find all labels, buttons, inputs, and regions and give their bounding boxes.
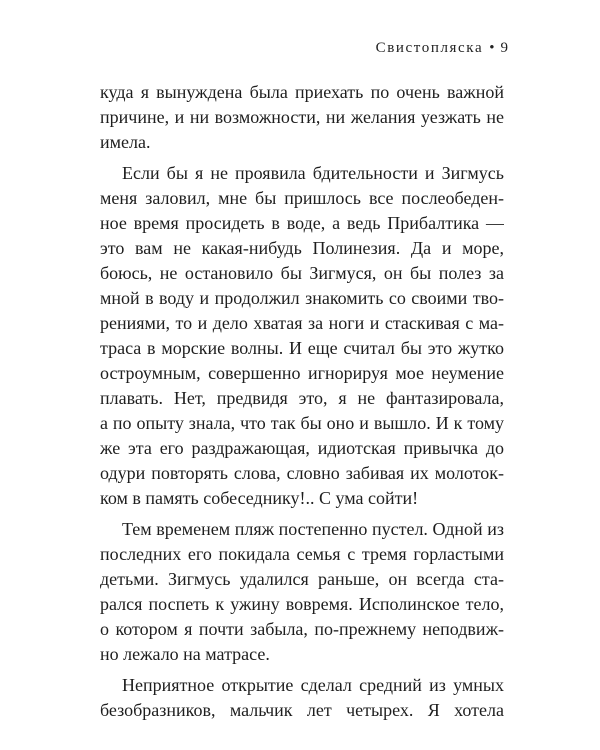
paragraph xyxy=(100,673,504,723)
text-line: же эта его раздражающая, идиотская привычка до xyxy=(100,438,504,458)
text-line: о котором я почти забыла, по-прежнему неподвиж- xyxy=(100,619,504,639)
running-head xyxy=(376,40,508,57)
paragraph xyxy=(100,517,504,667)
text-line: одури повторять слова, словно забивая их молоток- xyxy=(100,463,504,483)
text-line: безобразников, мальчик лет четырех. Я хотела xyxy=(100,700,504,720)
text-line: траса в морские волны. И еще считал бы это жутко xyxy=(100,338,504,358)
text-line: а по опыту знала, что так бы оно и вышло. И к тому xyxy=(100,413,504,433)
text-line: мной в воду и продолжил знакомить со своими тво- xyxy=(100,288,504,308)
text-line: остроумным, совершенно игнорируя мое неумение xyxy=(100,363,504,383)
text-line: ком в память собеседнику!.. С ума сойти! xyxy=(100,488,419,508)
header-separator: • xyxy=(489,40,495,56)
text-line: рался поспеть к ужину вовремя. Исполинское тело, xyxy=(100,594,504,614)
text-line: это вам не какая-нибудь Полинезия. Да и море, xyxy=(100,238,504,258)
text-line: последних его покидала семья с тремя горластыми xyxy=(100,544,504,564)
text-line: Неприятное открытие сделал средний из умных xyxy=(122,675,504,695)
text-line: причине, и ни возможности, ни желания уезжать не xyxy=(100,107,504,127)
text-line: рениями, то и дело хватая за ноги и стаскивая с ма- xyxy=(100,313,504,333)
body-text xyxy=(100,80,504,723)
paragraph xyxy=(100,161,504,511)
text-line: плавать. Нет, предвидя это, я не фантазировала, xyxy=(100,388,504,408)
running-title: Свистопляска xyxy=(375,40,484,56)
paragraph xyxy=(100,80,504,155)
text-line: но лежало на матрасе. xyxy=(100,644,270,664)
text-line: ное время просидеть в воде, а ведь Прибалтика — xyxy=(100,213,504,233)
text-line: куда я вынуждена была приехать по очень важной xyxy=(100,82,504,102)
text-line: меня заловил, мне бы пришлось все послеобеден- xyxy=(100,188,504,208)
text-line: боюсь, не остановило бы Зигмуся, он бы полез за xyxy=(100,263,504,283)
page-number: 9 xyxy=(500,40,508,56)
text-line: Тем временем пляж постепенно пустел. Одной из xyxy=(122,519,504,539)
text-line: Если бы я не проявила бдительности и Зигмусь xyxy=(122,163,504,183)
text-line: детьми. Зигмусь удалился раньше, он всегда ста- xyxy=(100,569,504,589)
text-line: имела. xyxy=(100,132,151,152)
